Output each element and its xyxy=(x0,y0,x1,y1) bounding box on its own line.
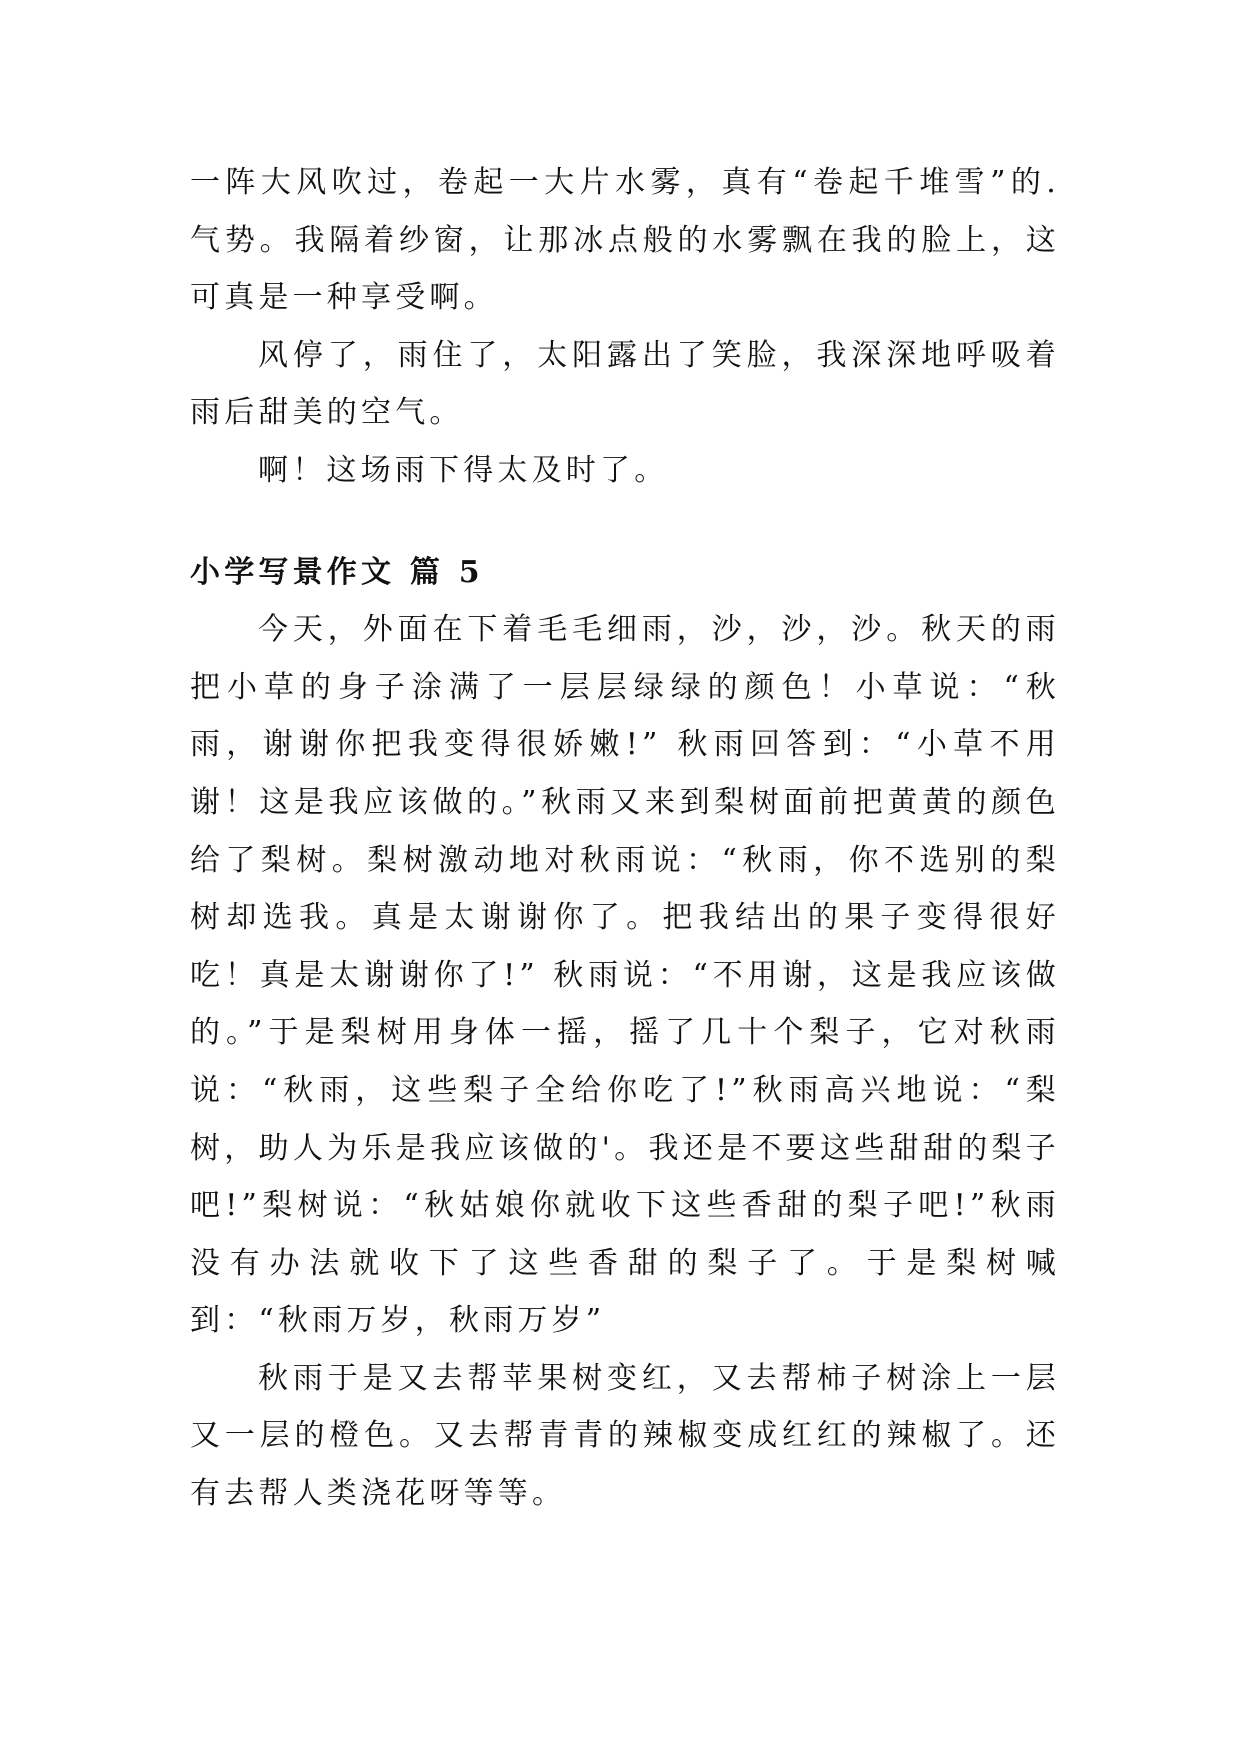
paragraph-wind: 一阵大风吹过，卷起一大片水雾，真有“卷起千堆雪”的.气势。我隔着纱窗，让那冰点般的水雾飘在我的脸上，这可真是一种享受啊。 xyxy=(190,165,1060,316)
paragraph-after-rain: 风停了，雨住了，太阳露出了笑脸，我深深地呼吸着雨后甜美的空气。 xyxy=(190,337,1060,431)
section-title: 小学写景作文 篇 5 xyxy=(190,554,484,590)
paragraph-autumn-rain: 今天，外面在下着毛毛细雨，沙，沙，沙。秋天的雨把小草的身子涂满了一层层绿绿的颜色！小草说：“秋雨，谢谢你把我变得很娇嫩!” 秋雨回答到：“小草不用谢！这是我应该做的。”秋雨又来到梨树面前把黄黄的颜色给了梨树。梨树激动地对秋雨说：“秋雨，你不选别的梨树却选我。真是太谢谢你了。把我结出的果子变得很好吃！真是太谢谢你了!” 秋雨说：“不用谢，这是我应该做的。”于是梨树用身体一摇，摇了几十个梨子，它对秋雨说：“秋雨，这些梨子全给你吃了!”秋雨高兴地说：“梨树，助人为乐是我应该做的'。我还是不要这些甜甜的梨子吧!”梨树说：“秋姑娘你就收下这些香甜的梨子吧!”秋雨没有办法就收下了这些香甜的梨子了。于是梨树喊到：“秋雨万岁，秋雨万岁” xyxy=(190,612,1060,1339)
paragraph-autumn-rain-helps: 秋雨于是又去帮苹果树变红，又去帮柿子树涂上一层又一层的橙色。又去帮青青的辣椒变成红红的辣椒了。还有去帮人类浇花呀等等。 xyxy=(190,1360,1060,1512)
document-body xyxy=(190,154,1060,1523)
paragraph-timely-rain: 啊！这场雨下得太及时了。 xyxy=(258,452,669,488)
